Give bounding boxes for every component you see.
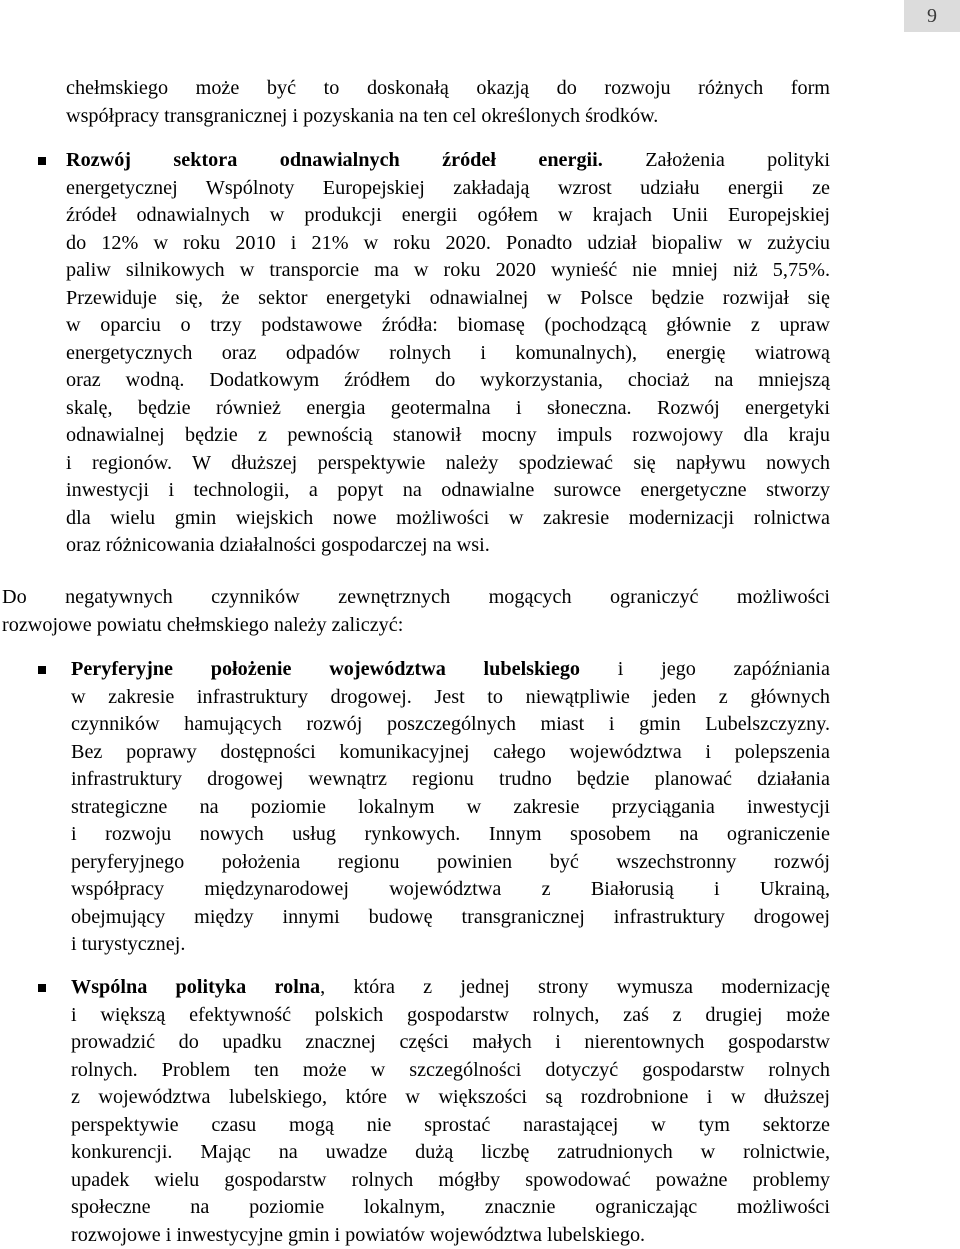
paragraph-renewable-energy xyxy=(66,147,830,560)
text-line: Przewiduje się, że sektor energetyki odnawialnej w Polsce będzie rozwijał się xyxy=(66,286,830,309)
bullet-heading: Rozwój sektora odnawialnych źródeł energii. xyxy=(66,149,603,171)
text-line: czynników hamujących rozwój poszczególnych miast i gmin Lubelszczyzny. xyxy=(71,713,830,735)
text-line: z województwa lubelskiego, które w większości są rozdrobnione i w dłuższej xyxy=(71,1086,830,1108)
bullet-icon xyxy=(38,157,46,165)
text-line: Bez poprawy dostępności komunikacyjnej całego województwa i polepszenia xyxy=(71,740,830,763)
text-line: współpracy międzynarodowej województwa z Białorusią i Ukrainą, xyxy=(71,878,830,900)
text-line: obejmujący między innymi budowę transgranicznej infrastruktury drogowej xyxy=(71,905,830,928)
text-line: w oparciu o trzy podstawowe źródła: biomasę (pochodzącą głównie z upraw xyxy=(66,314,830,336)
text-line: strategiczne na poziomie lokalnym w zakresie przyciągania inwestycji xyxy=(71,795,830,818)
text-line xyxy=(71,974,830,1002)
text-line: źródeł odnawialnych w produkcji energii ogółem w krajach Unii Europejskiej xyxy=(66,204,830,226)
text-fragment: i jego zapóźniania xyxy=(617,658,830,680)
page-number: 9 xyxy=(904,0,960,32)
text-line: infrastruktury drogowej wewnątrz regionu trudno będzie planować działania xyxy=(71,768,830,790)
bullet-heading: Peryferyjne położenie województwa lubelskiego xyxy=(71,658,581,680)
text-line: i rozwoju nowych usług rynkowych. Innym sposobem na ograniczenie xyxy=(71,823,830,845)
paragraph-negative-factors-intro xyxy=(2,584,830,639)
text-line: konkurencji. Mając na uwadze dużą liczbę zatrudnionych w rolnictwie, xyxy=(71,1141,830,1163)
text-line: paliw silnikowych w transporcie ma w roku 2020 wynieść nie mniej niż 5,75%. xyxy=(66,259,830,281)
text-line: oraz wodną. Dodatkowym źródłem do wykorzystania, chociaż na mniejszą xyxy=(66,369,830,391)
text-line xyxy=(71,656,830,684)
text-line: chełmskiego może być to doskonałą okazją do rozwoju różnych form xyxy=(66,77,830,99)
text-line: inwestycji i technologii, a popyt na odnawialne surowce energetyczne stworzy xyxy=(66,479,830,501)
text-fragment: , która z jednej strony wymusza modernizację xyxy=(320,976,830,998)
text-line xyxy=(66,147,830,175)
text-line: skalę, będzie również energia geotermalna i słoneczna. Rozwój energetyki xyxy=(66,396,830,419)
text-line: do 12% w roku 2010 i 21% w roku 2020. Ponadto udział biopaliw w zużyciu xyxy=(66,231,830,254)
bullet-icon xyxy=(38,984,46,992)
text-line: perspektywie czasu mogą nie sprostać narastającej w tym sektorze xyxy=(71,1113,830,1136)
text-line: i regionów. W dłuższej perspektywie należy spodziewać się napływu nowych xyxy=(66,451,830,474)
text-line: peryferyjnego położenia regionu powinien być wszechstronny rozwój xyxy=(71,850,830,873)
text-line: i większą efektywność polskich gospodarstw rolnych, zaś z drugiej może xyxy=(71,1003,830,1026)
bullet-icon xyxy=(38,666,46,674)
text-line: energetycznych oraz odpadów rolnych i komunalnych), energię wiatrową xyxy=(66,341,830,364)
text-line: prowadzić do upadku znacznej części małych i nierentownych gospodarstw xyxy=(71,1031,830,1053)
text-line: dla wielu gmin wiejskich nowe możliwości w zakresie modernizacji rolnictwa xyxy=(66,506,830,529)
text-line: w zakresie infrastruktury drogowej. Jest to niewątpliwie jeden z głównych xyxy=(71,685,830,708)
paragraph-common-agricultural-policy xyxy=(71,974,830,1249)
paragraph-peripheral-location xyxy=(71,656,830,959)
text-line: rozwojowe i inwestycyjne gmin i powiatów województwa lubelskiego. xyxy=(71,1223,646,1246)
paragraph-continuation xyxy=(66,75,830,130)
text-line: społeczne na poziomie lokalnym, znacznie ograniczając możliwości xyxy=(71,1196,830,1218)
bullet-heading: Wspólna polityka rolna xyxy=(71,976,321,998)
text-line: rozwojowe powiatu chełmskiego należy zaliczyć: xyxy=(2,613,404,636)
text-fragment: Założenia polityki xyxy=(645,149,830,171)
text-line: oraz różnicowania działalności gospodarczej na wsi. xyxy=(66,534,490,556)
text-line: upadek wielu gospodarstw rolnych mógłby spowodować poważne problemy xyxy=(71,1168,830,1191)
text-line: Do negatywnych czynników zewnętrznych mogących ograniczyć możliwości xyxy=(2,586,830,608)
text-line: odnawialnej będzie z pewnością stanowił mocny impuls rozwojowy dla kraju xyxy=(66,424,830,446)
text-line: współpracy transgranicznej i pozyskania na ten cel określonych środków. xyxy=(66,104,659,127)
text-line: i turystycznej. xyxy=(71,933,186,955)
text-line: energetycznej Wspólnoty Europejskiej zakładają wzrost udziału energii ze xyxy=(66,176,830,199)
text-line: rolnych. Problem ten może w szczególności dotyczyć gospodarstw rolnych xyxy=(71,1058,830,1081)
